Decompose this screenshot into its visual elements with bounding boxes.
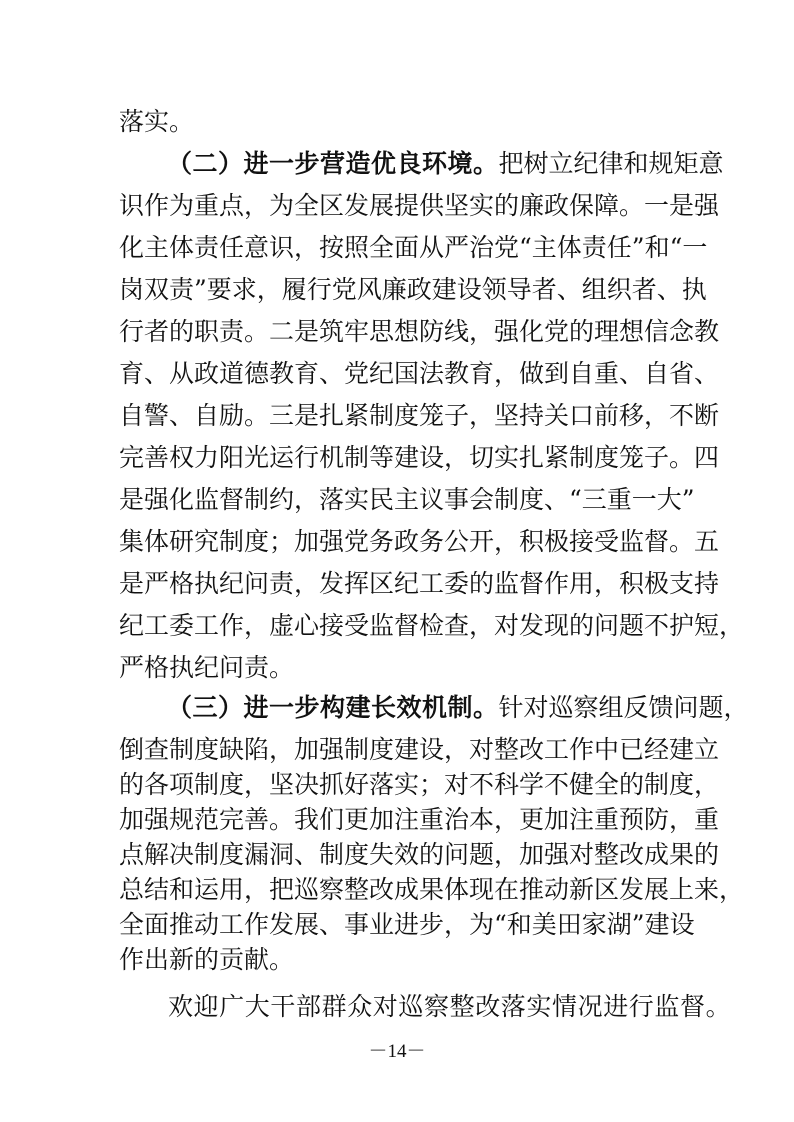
section2-line: 是强化监督制约，落实民主议事会制度、“三重一大”: [119, 485, 695, 514]
section2-line: 化主体责任意识，按照全面从严治党“主体责任”和“一: [119, 233, 708, 262]
section3-first-line: [167, 691, 749, 725]
section3-first-line-text: 针对巡察组反馈问题，: [498, 693, 749, 722]
section2-line: 行者的职责。二是筑牢思想防线，强化党的理想信念教: [119, 317, 720, 346]
section2-line: 是严格执纪问责，发挥区纪工委的监督作用，积极支持: [119, 569, 720, 598]
section2-line: 严格执纪问责。: [119, 653, 295, 682]
section2-line: 集体研究制度；加强党务政务公开，积极接受监督。五: [119, 527, 720, 556]
section3-line: 总结和运用，把巡察整改成果体现在推动新区发展上来，: [119, 875, 745, 904]
section2-first-line-text: 把树立纪律和规矩意: [498, 149, 724, 178]
opening-line: 落实。: [119, 107, 195, 136]
page-number: －14－: [368, 1041, 426, 1062]
section2-first-line: [167, 147, 724, 181]
section3-line: 加强规范完善。我们更加注重治本，更加注重预防，重: [119, 805, 720, 834]
section2-line: 完善权力阳光运行机制等建设，切实扎紧制度笼子。四: [119, 443, 720, 472]
section2-line: 纪工委工作，虚心接受监督检查，对发现的问题不护短，: [119, 611, 745, 640]
section2-line: 岗双责”要求，履行党风廉政建设领导者、组织者、执: [119, 275, 707, 304]
section3-line: 的各项制度，坚决抓好落实；对不科学不健全的制度，: [119, 770, 720, 799]
section3-line: 倒查制度缺陷，加强制度建设，对整改工作中已经建立: [119, 735, 720, 764]
closing-line: 欢迎广大干部群众对巡察整改落实情况进行监督。: [168, 992, 732, 1021]
section3-heading: （三）进一步构建长效机制。: [167, 693, 499, 722]
section2-line: 识作为重点，为全区发展提供坚实的廉政保障。一是强: [119, 191, 720, 220]
section2-heading: （二）进一步营造优良环境。: [167, 149, 499, 178]
section2-line: 育、从政道德教育、党纪国法教育，做到自重、自省、: [119, 359, 720, 388]
section3-line: 点解决制度漏洞、制度失效的问题，加强对整改成果的: [119, 840, 720, 869]
section3-line: 作出新的贡献。: [119, 945, 295, 974]
section2-line: 自警、自励。三是扎紧制度笼子，坚持关口前移，不断: [119, 401, 720, 430]
section3-line: 全面推动工作发展、事业进步，为“和美田家湖”建设: [119, 910, 695, 939]
